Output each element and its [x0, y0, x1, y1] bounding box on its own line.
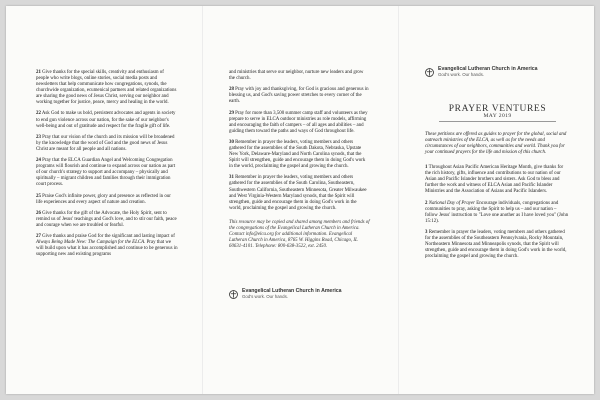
continuation-text: and ministries that serve our neighbor, nurture new leaders and grow the church. — [229, 70, 364, 82]
logo-name: Evangelical Lutheran Church in America — [438, 66, 538, 72]
item-text: Give thanks and praise God for the significant and lasting impact of — [42, 234, 175, 240]
item-text: Pray that our vision of the church and its mission will be broadened by the knowledge that the word of God and the good news of Jesus Christ are meant for all people and all nations. — [36, 134, 175, 152]
item-number: 2 — [425, 200, 428, 206]
page-title: PRAYER VENTURES — [448, 104, 547, 114]
item-number: 22 — [36, 111, 41, 117]
item-text: Remember in prayer the leaders, voting members and others gathered for the assemblies of the South Carolina, Southeastern, Southwestern California, Southeastern Minnesota, Greater Milwaukee and West Virginia-Western Maryland synods, that the Spirit will strengthen, guide and encourage them in doing God's work in the world, proclaiming the gospel and growing the church. — [229, 175, 367, 211]
logo-tagline: God's work. Our hands. — [242, 294, 288, 299]
item-text: Encourage individuals, congregations and communities to pray, asking the Spirit to help us – and our nation – follow Jesus' instruction to "Love one another as I have loved you" (John 15:12). — [425, 200, 569, 224]
cross-logo-icon — [425, 68, 434, 77]
item-number: 26 — [36, 210, 41, 216]
prayer-item — [36, 70, 178, 106]
prayer-list-left — [36, 70, 178, 264]
prayer-item — [36, 211, 178, 229]
item-number: 25 — [36, 193, 41, 199]
item-number: 27 — [36, 234, 41, 240]
brochure-sheet — [6, 6, 594, 394]
item-text: Remember in prayer the leaders, voting members and others gathered for the assemblies of the South Dakota, Nebraska, Upstate New York, Delaware-Maryland and North Carolina synods, that the Spirit will strengthen, guide and encourage them in doing God's work in the world, proclaiming the gospel and growing the church. — [229, 139, 366, 170]
item-text: . Pray that we will build upon what it has accomplished and continue to be generous in supporting new and existing programs — [36, 240, 178, 258]
prayer-item — [425, 230, 570, 260]
item-number: 30 — [229, 139, 234, 145]
cross-logo-icon — [229, 290, 238, 299]
prayer-item — [229, 87, 370, 105]
prayer-item — [36, 194, 178, 206]
item-text: Pray for more than 3,500 summer camp staff and volunteers as they prepare to serve in ELCA outdoor ministries as role models, affirming and encouraging the faith of campers – of all ages and abilities – and guiding them toward the paths and ways of God throughout life. — [229, 110, 368, 134]
observance-title: National Day of Prayer — [428, 200, 476, 206]
item-number: 24 — [36, 158, 41, 164]
item-text: Give thanks for the gift of the Advocate, the Holy Spirit, sent to remind us of Jesus' teachings and God's love, and to stir our faith, peace and courage when we are troubled or fearful. — [36, 210, 177, 228]
item-number: 3 — [425, 230, 428, 236]
item-number: 31 — [229, 175, 234, 181]
item-number: 23 — [36, 134, 41, 140]
item-text: Ask God to make us bold, persistent advocates and agents in society to end gun violence across our nation, for the sake of our neighbor's well-being and out of gratitude and respect for the fragile gift of life. — [36, 111, 176, 129]
logo-name: Evangelical Lutheran Church in America — [242, 288, 342, 294]
copyright-note: This resource may be copied and shared among members and friends of the congregations of the Evangelical Lutheran Church in America. Contact info@elca.org for additional information. Evangelical Lutheran Church in America, 8765 W. Higgins Road, Chicago, IL 60631-4101. Telephone: 800-638-3522, ext. 2450. — [229, 219, 370, 249]
prayer-list-right — [425, 106, 570, 266]
item-text: Pray that the ELCA Guardian Angel and Welcoming Congregation programs will flourish and continue to expand across our nation as part of our church's strategy to support and accompany – physically and spiritually – migrant children and families through their immigration court process. — [36, 158, 176, 188]
item-text: Give thanks for the special skills, creativity and enthusiasm of people who write blogs, online stories, social media posts and newsletters that help communicate how congregations, synods, the churchwide organization, ecumenical partners and related organizations are sharing the good news of Jesus Christ, serving our neighbor and working together for justice, peace, mercy and healing in the world. — [36, 70, 177, 106]
item-text: Praise God's infinite power, glory and presence as reflected in our life experiences and every aspect of nature and creation. — [36, 193, 171, 205]
prayer-item — [425, 165, 570, 195]
intro-text: These petitions are offered as guides to prayer for the global, social and outreach ministries of the ELCA, as well as for the needs and circumstances of our neighbors, communities and world. Thank you for your continued prayers for the life and mission of this church. — [425, 132, 567, 156]
issue-date: MAY 2019 — [439, 113, 556, 122]
campaign-title: Always Being Made New: The Campaign for the ELCA — [36, 240, 145, 246]
panel-right — [398, 6, 594, 394]
item-text: Throughout Asian Pacific American Heritage Month, give thanks for the rich history, gifts, influence and contributions to our nation of our Asian and Pacific Islander brothers and sisters. Ask God to bless and further the work and witness of ELCA Asian and Pacific Islander Ministries and the Association of Asians and Pacific Islanders. — [425, 165, 564, 195]
elca-logo-header — [425, 66, 538, 78]
item-number: 1 — [425, 165, 428, 171]
prayer-item — [425, 201, 570, 225]
logo-tagline: God's work. Our hands. — [438, 72, 484, 77]
panel-left — [6, 6, 202, 394]
item-number: 29 — [229, 110, 234, 116]
prayer-list-middle — [229, 70, 370, 250]
item-number: 21 — [36, 70, 41, 75]
prayer-item — [36, 135, 178, 153]
prayer-item — [229, 140, 370, 170]
prayer-item — [36, 158, 178, 188]
prayer-item — [229, 175, 370, 211]
item-text: Remember in prayer the leaders, voting members and others gathered for the assemblies of the Southeastern Pennsylvania, Rocky Mountain, Northeastern Minnesota and Minneapolis synods, that the Spirit will strengthen, guide and encourage them in doing God's work in the world, proclaiming the gospel and growing the church. — [425, 230, 567, 260]
prayer-item — [36, 111, 178, 129]
prayer-item — [36, 234, 178, 258]
elca-logo-footer — [229, 288, 342, 300]
item-number: 28 — [229, 87, 234, 93]
prayer-item — [229, 111, 370, 135]
panel-middle — [202, 6, 398, 394]
item-text: Pray with joy and thanksgiving, for God is gracious and generous in blessing us, and God's saving power stretches to every corner of the earth. — [229, 87, 369, 105]
